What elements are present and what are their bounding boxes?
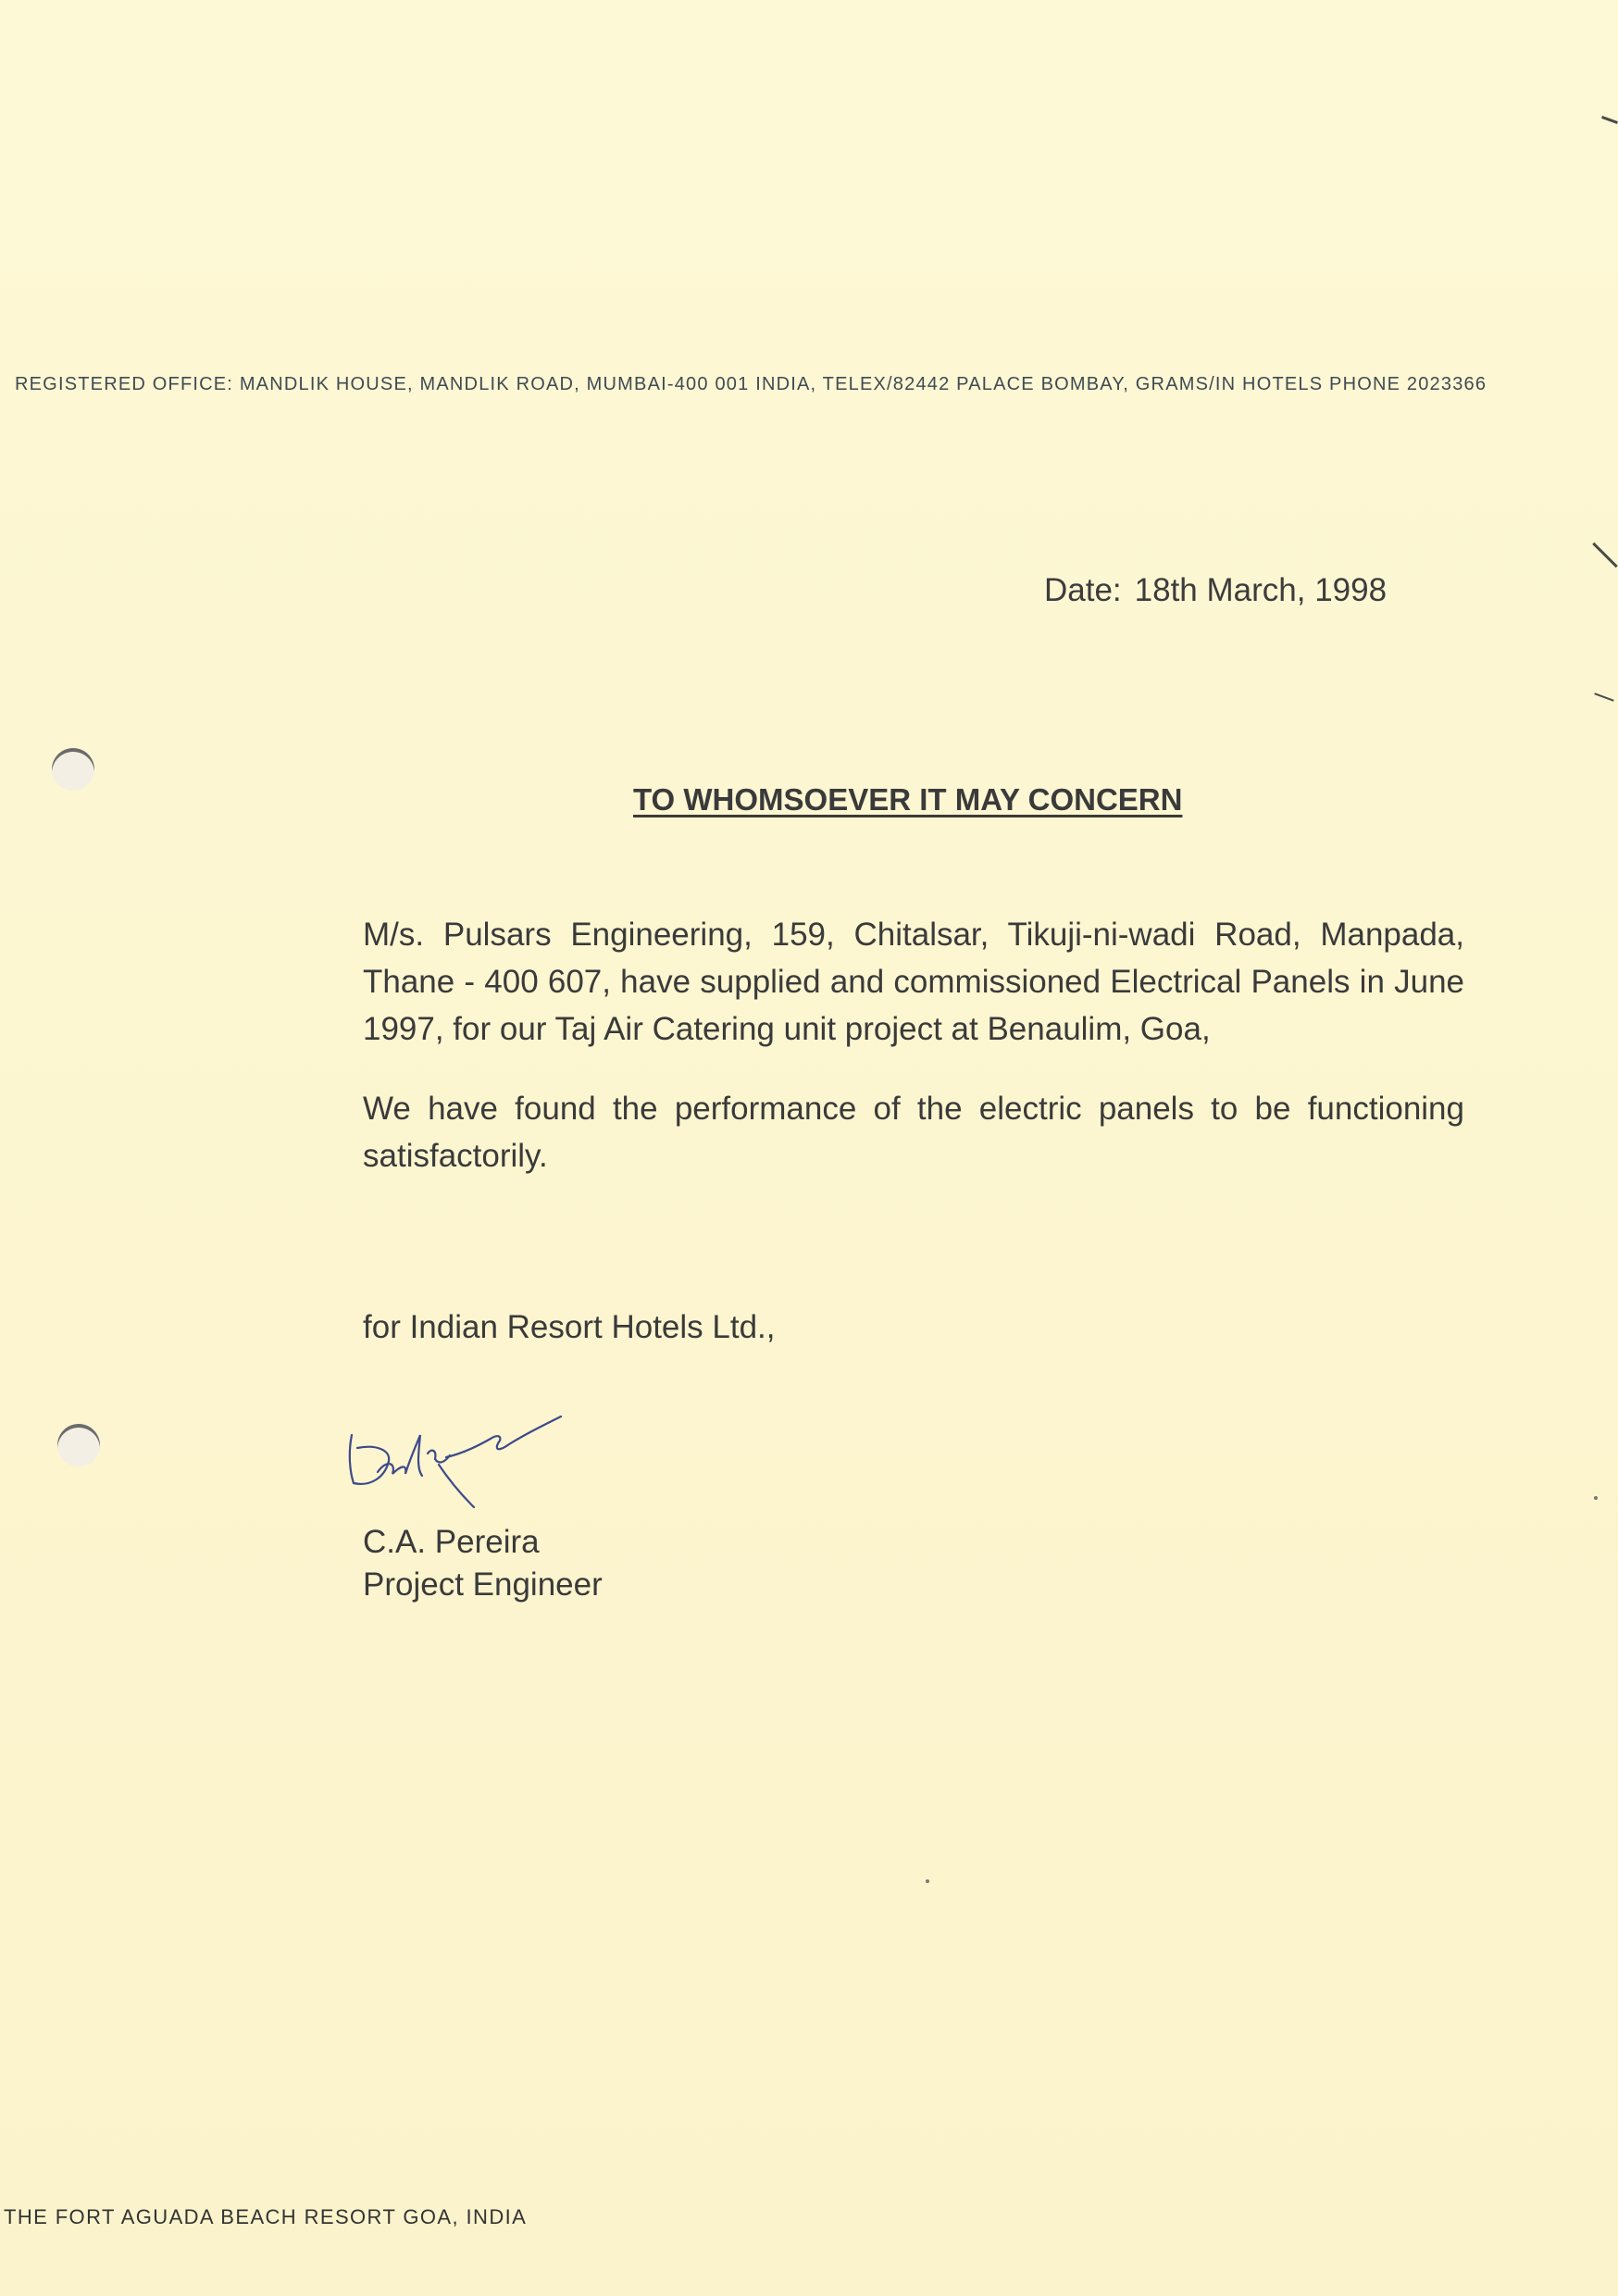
- signature-icon: [342, 1407, 620, 1518]
- date-label: Date:: [1044, 572, 1122, 608]
- signatory-title: Project Engineer: [363, 1566, 603, 1603]
- body-paragraph: M/s. Pulsars Engineering, 159, Chitalsar, Tikuji-ni-wadi Road, Manpada, Thane - 400 607, have supplied and commissioned Electrical Panels in June 1997, for our Taj Air Catering unit project at Benaulim, Goa,: [363, 917, 1464, 1047]
- paper-speck: [1594, 1496, 1598, 1500]
- registered-office-line: REGISTERED OFFICE: MANDLIK HOUSE, MANDLIK ROAD, MUMBAI-400 001 INDIA, TELEX/82442 PALACE BOMBAY, GRAMS/IN HOTELS PHONE 2023366: [15, 374, 1487, 394]
- edge-mark: [1601, 116, 1618, 124]
- edge-mark: [1594, 693, 1613, 701]
- footer-address: THE FORT AGUADA BEACH RESORT GOA, INDIA: [4, 2205, 528, 2228]
- edge-mark: [1592, 543, 1618, 568]
- date-value: 18th March, 1998: [1134, 572, 1388, 608]
- signatory-name: C.A. Pereira: [363, 1524, 540, 1560]
- subject-heading: TO WHOMSOEVER IT MAY CONCERN: [633, 782, 1183, 817]
- paper-speck: [926, 1879, 929, 1883]
- body-paragraph: We have found the performance of the electric panels to be functioning satisfactorily.: [363, 1091, 1464, 1174]
- punch-hole-icon: [57, 1424, 100, 1466]
- punch-hole-icon: [52, 748, 94, 791]
- date-line: [1044, 572, 1387, 609]
- closing-line: for Indian Resort Hotels Ltd.,: [363, 1309, 776, 1345]
